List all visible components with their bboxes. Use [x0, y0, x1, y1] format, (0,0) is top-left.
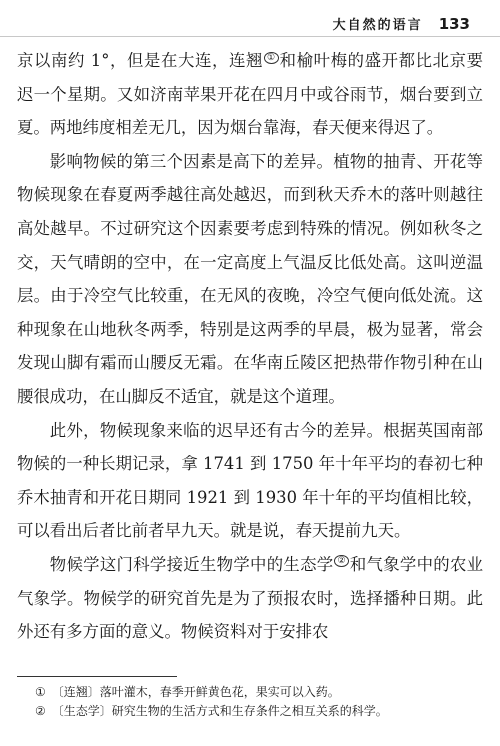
- paragraph: 影响物候的第三个因素是高下的差异。植物的抽青、开花等物候现象在春夏两季越往高处越迟，而到秋天乔木的落叶则越往高处越早。不过研究这个因素要考虑到特殊的情况。例如秋冬之交，天气晴朗的空中，在一定高度上气温反比低处高。这叫逆温层。由于冷空气比较重，在无风的夜晚，冷空气便向低处流。这种现象在山地秋冬两季，特别是这两季的早晨，极为显著，常会发现山脚有霜而山腰反无霜。在华南丘陵区把热带作物引种在山腰很成功，在山脚反不适宜，就是这个道理。: [17, 151, 483, 406]
- footnotes: [35, 683, 485, 721]
- paragraph: 物候学这门科学接近生物学中的生态学 ② 和气象学中的农业气象学。物候学的研究首先是为了预报农时，选择播种日期。此外还有多方面的意义。物候资料对于安排农: [17, 554, 484, 642]
- header-rule: [0, 36, 500, 37]
- paragraph: 此外，物候现象来临的迟早还有古今的差异。根据英国南部物候的一种长期记录，拿 1741 到 1750 年十年平均的春初七种乔木抽青和开花日期同 1921 到 1930 年十年的平均值相比较，可以看出后者比前者早九天。就是说，春天提前九天。: [17, 420, 483, 541]
- page-number: 133: [438, 15, 470, 33]
- footnote-mark: ①: [35, 685, 46, 699]
- footnote-divider: [17, 676, 177, 677]
- footnote-ref[interactable]: ①: [264, 52, 279, 64]
- footnote-ref[interactable]: ②: [334, 555, 348, 567]
- footnote-text: 〔连翘〕落叶灌木，春季开鲜黄色花，果实可以入药。: [51, 685, 340, 699]
- running-header-title: 大自然的语言: [332, 18, 423, 33]
- footnote: [35, 683, 485, 702]
- paragraph: 京以南约 1°，但是在大连，连翘 ① 和榆叶梅的盛开都比北京要迟一个星期。又如济南苹果开花在四月中或谷雨节，烟台要到立夏。两地纬度相差无几，因为烟台靠海，春天便来得迟了。: [17, 51, 484, 138]
- footnote: [35, 702, 485, 721]
- footnote-mark: ②: [35, 704, 46, 718]
- footnote-text: 〔生态学〕研究生物的生活方式和生存条件之相互关系的科学。: [51, 704, 388, 718]
- body-text: [17, 44, 483, 649]
- running-header: [333, 14, 470, 33]
